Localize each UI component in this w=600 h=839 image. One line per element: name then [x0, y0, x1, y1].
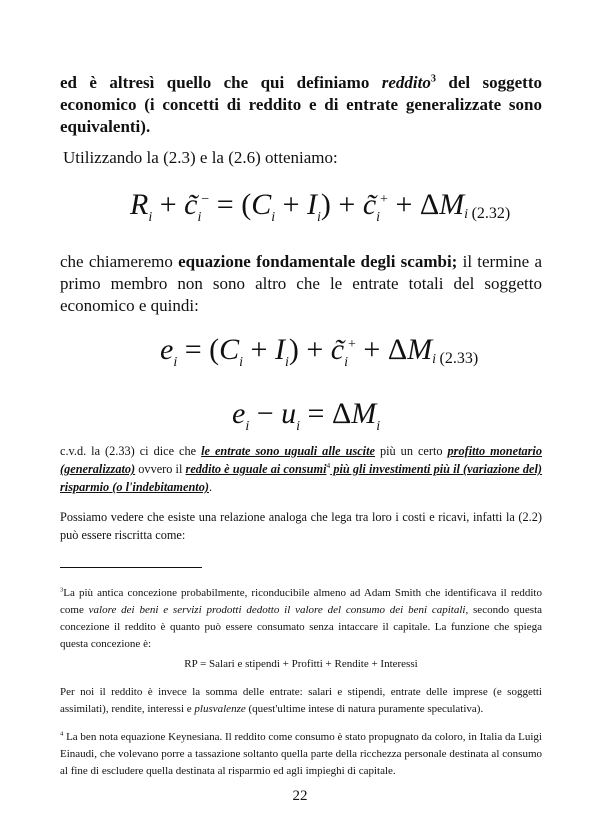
- emphasis-investimenti: più gli investimenti più il (variazione del) risparmio (o l'indebitamento): [60, 462, 543, 494]
- footnote-mark-4: 4: [60, 730, 64, 738]
- equation-2-32: $R_i$ + $c̃_i^- = (C_i + I_i)$ + $c̃_i^+ + \Delta M_{i (2.32)}$: [130, 188, 511, 225]
- footnote-divider: [60, 567, 202, 568]
- footnote-3-italic: valore dei beni e servizi prodotti dedotto il valore del consumo dei beni capitali,: [88, 604, 469, 616]
- equation-income-minus-outflows: $e_i - u_i = \Delta M_i$: [232, 397, 381, 434]
- emphasis-entrate: le entrate sono uguali alle uscite: [201, 444, 375, 458]
- fundamental-equation-paragraph: che chiameremo equazione fondamentale degli scambi; il termine a primo membro non sono altro che le entrate totali del soggetto economico e quindi:: [60, 252, 542, 315]
- emphasis-profitto: profitto monetario (generalizzato): [60, 444, 543, 476]
- possiamo-paragraph: Possiamo vedere che esiste una relazione analoga che lega tra loro i costi e ricavi, infatti la (2.2) può essere riscritta come:: [60, 510, 542, 542]
- footnote-ref-3[interactable]: 3: [430, 73, 436, 85]
- footnote-3: $^3$La più antica concezione probabilmente, riconducibile almeno ad Adam Smith che identificava il reddito come valore dei beni e servizi prodotti dedotto il valore del consumo dei beni capitali, secondo questa concezione il reddito è quanto può essere consumato senza intaccare il capitale. La funzione che spiega questa concezione è:: [60, 586, 543, 650]
- footnote-4: $^4$ La ben nota equazione Keynesiana. Il reddito come consumo è stato propugnato da coloro, in Italia da Luigi Einaudi, che volevano porre a tassazione soltanto quella parte della ricchezza personale destinata al consumo al fine di escludere quella destinata al risparmio ed agli impieghi di capitale.: [60, 730, 542, 777]
- footnote-3-continued: Per noi il reddito è invece la somma delle entrate: salari e stipendi, entrate delle imprese (e soggetti assimilati), rendite, interessi e plusvalenze (quest'ultime intese di natura puramente speculativa).: [60, 686, 542, 715]
- cvd-paragraph: c.v.d. la (2.33) ci dice che le entrate sono uguali alle uscite più un certo profitto monetario (generalizzato) ovvero il reddito è uguale ai consumi$^4$ più gli investimenti più il (variazione del) risparmio (o l'indebitamento).: [60, 444, 543, 494]
- emphasis-reddito: reddito è uguale ai consumi: [185, 462, 327, 476]
- fundamental-equation-term: equazione fondamentale degli scambi;: [178, 252, 458, 271]
- page-number: 22: [292, 788, 308, 804]
- intro-paragraph: [60, 72, 542, 138]
- using-line: Utilizzando la (2.3) e la (2.6) otteniamo:: [63, 148, 338, 167]
- footnote-mark-3: 3: [60, 586, 64, 594]
- reddito-term: reddito: [381, 73, 431, 92]
- equation-2-33: $e_i = (C_i + I_i)$ + $c̃_i^+ + \Delta M_{i (2.33)}$: [160, 333, 479, 370]
- intro-text-end: del soggetto economico (i concetti di reddito e di entrate generalizzate sono equivalenti).: [60, 73, 542, 136]
- plusvalenze-term: plusvalenze: [194, 703, 246, 715]
- equation-number: (2.32): [471, 205, 511, 223]
- rp-formula: RP = Salari e stipendi + Profitti + Rendite + Interessi: [184, 658, 418, 670]
- footnote-ref-4[interactable]: 4: [326, 460, 331, 470]
- intro-text: ed è altresì quello che qui definiamo: [60, 73, 382, 92]
- equation-number: (2.33): [439, 350, 479, 368]
